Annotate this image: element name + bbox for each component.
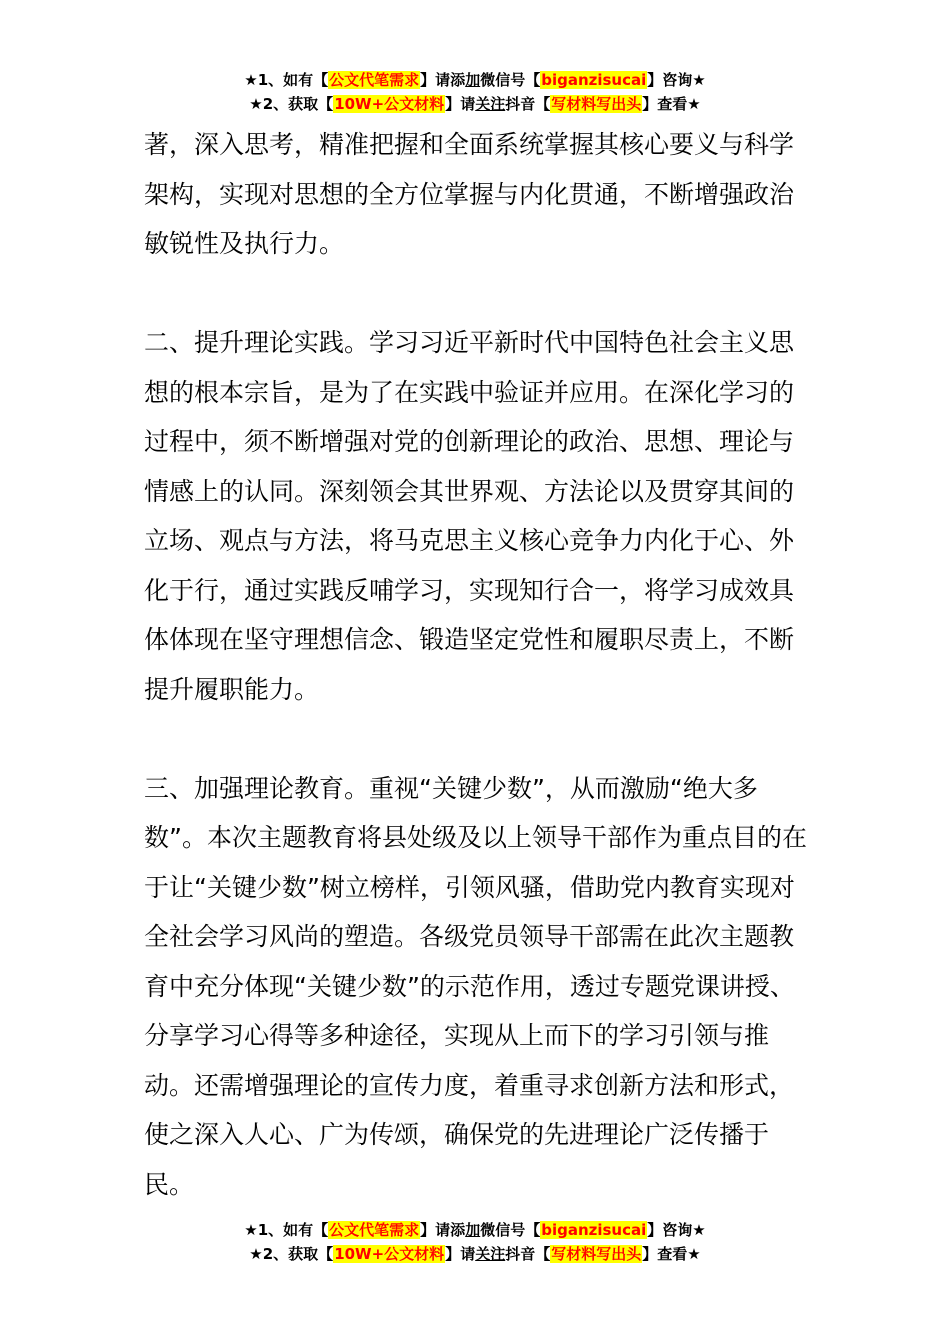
banner-text: ★2、获取【 [249, 1245, 334, 1263]
banner-text: 微信号【 [480, 71, 541, 89]
banner-text: ★1、如有【 [244, 1221, 329, 1239]
banner-underline-text: 加 [465, 71, 481, 89]
banner-underline-text: 关注 [475, 95, 506, 113]
banner-text: 】请 [445, 95, 476, 113]
banner-highlight: biganzisucai [541, 1221, 647, 1239]
banner-line-2 [0, 1242, 950, 1266]
banner-line-1 [0, 68, 950, 92]
banner-text: 】请添 [420, 1221, 466, 1239]
banner-text: 】请 [445, 1245, 476, 1263]
banner-text: 】查看★ [642, 1245, 701, 1263]
document-body [144, 120, 814, 1209]
banner-text: 】查看★ [642, 95, 701, 113]
paragraph-spacer [144, 714, 814, 764]
banner-text: 】咨询★ [647, 1221, 706, 1239]
banner-highlight: 写材料写出头 [551, 95, 642, 113]
banner-highlight: 公文代笔需求 [329, 71, 420, 89]
banner-highlight: 10W+公文材料 [334, 95, 445, 113]
paragraph-3: 三、加强理论教育。重视“关键少数”，从而激励“绝大多数”。本次主题教育将县处级及以上领导干部作为重点目的在于让“关键少数”树立榜样，引领风骚，借助党内教育实现对全社会学习风尚的塑造。各级党员领导干部需在此次主题教育中充分体现“关键少数”的示范作用，透过专题党课讲授、分享学习心得等多种途径，实现从上而下的学习引领与推动。还需增强理论的宣传力度，着重寻求创新方法和形式，使之深入人心、广为传颂，确保党的先进理论广泛传播于民。 [144, 773, 807, 1199]
banner-underline-text: 关注 [475, 1245, 506, 1263]
header-banner [0, 68, 950, 116]
paragraph-2: 二、提升理论实践。学习习近平新时代中国特色社会主义思想的根本宗旨，是为了在实践中验证并应用。在深化学习的过程中，须不断增强对党的创新理论的政治、思想、理论与情感上的认同。深刻领会其世界观、方法论以及贯穿其间的立场、观点与方法，将马克思主义核心竞争力内化于心、外化于行，通过实践反哺学习，实现知行合一，将学习成效具体体现在坚守理想信念、锻造坚定党性和履职尽责上，不断提升履职能力。 [144, 328, 795, 704]
banner-underline-text: 加 [465, 1221, 481, 1239]
banner-line-1 [0, 1218, 950, 1242]
footer-banner [0, 1218, 950, 1266]
banner-highlight: 公文代笔需求 [329, 1221, 420, 1239]
banner-text: 抖音【 [505, 1245, 551, 1263]
banner-highlight: 写材料写出头 [551, 1245, 642, 1263]
banner-text: ★2、获取【 [249, 95, 334, 113]
banner-highlight: 10W+公文材料 [334, 1245, 445, 1263]
banner-line-2 [0, 92, 950, 116]
paragraph-spacer [144, 269, 814, 319]
banner-text: 微信号【 [480, 1221, 541, 1239]
banner-text: 】请添 [420, 71, 466, 89]
banner-text: 抖音【 [505, 95, 551, 113]
banner-text: 】咨询★ [647, 71, 706, 89]
banner-highlight: biganzisucai [541, 71, 647, 89]
paragraph-1: 著，深入思考，精准把握和全面系统掌握其核心要义与科学架构，实现对思想的全方位掌握与内化贯通，不断增强政治敏锐性及执行力。 [144, 130, 795, 258]
banner-text: ★1、如有【 [244, 71, 329, 89]
